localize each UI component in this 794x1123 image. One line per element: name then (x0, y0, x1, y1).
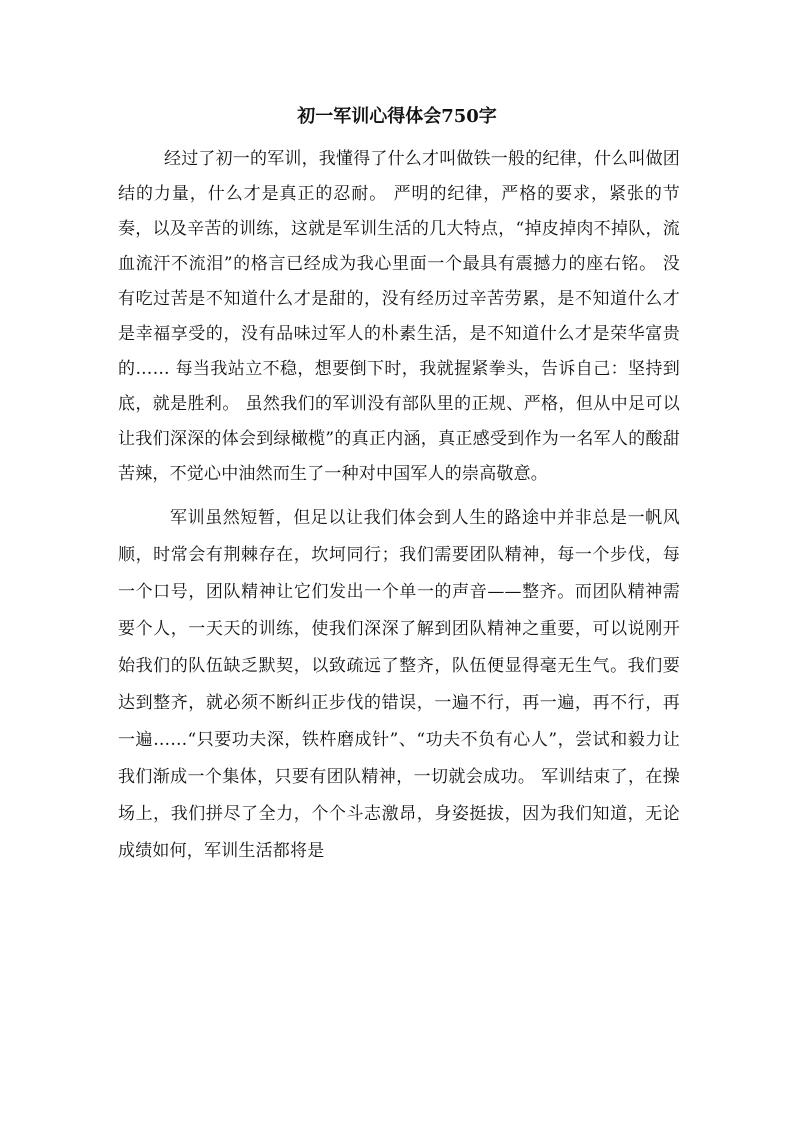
paragraph-1: 经过了初一的军训，我懂得了什么才叫做铁一般的纪律，什么叫做团结的力量，什么才是真正的忍耐。 严明的纪律，严格的要求，紧张的节奏，以及辛苦的训练，这就是军训生活的几大特点，“掉皮掉肉不掉队，流血流汗不流泪”的格言已经成为我心里面一个最具有震撼力的座右铭。 没有吃过苦是不知道什么才是甜的，没有经历过辛苦劳累，是不知道什么才是幸福享受的，没有品味过军人的朴素生活，是不知道什么才是荣华富贵的…… 每当我站立不稳，想要倒下时，我就握紧拳头，告诉自己：坚持到底，就是胜利。 虽然我们的军训没有部队里的正规、严格，但从中足可以让我们深深的体会到绿橄榄”的真正内涵，真正感受到作为一名军人的酸甜苦辣，不觉心中油然而生了一种对中国军人的崇高敬意。 (118, 149, 680, 484)
document-body (118, 142, 680, 870)
document-title: 初一军训心得体会750字 (297, 106, 497, 127)
paragraph-2: 军训虽然短暂，但足以让我们体会到人生的路途中并非总是一帆风顺，时常会有荆棘存在，坎坷同行；我们需要团队精神，每一个步伐，每一个口号，团队精神让它们发出一个单一的声音——整齐。而团队精神需要个人，一天天的训练，使我们深深了解到团队精神之重要，可以说刚开始我们的队伍缺乏默契，以致疏远了整齐，队伍便显得毫无生气。我们要达到整齐，就必须不断纠正步伐的错误，一遍不行，再一遍，再不行，再一遍……“只要功夫深，铁杵磨成针”、“功夫不负有心人”，尝试和毅力让我们渐成一个集体，只要有团队精神，一切就会成功。 军训结束了，在操场上，我们拼尽了全力，个个斗志激昂，身姿挺拔，因为我们知道，无论成绩如何，军训生活都将是 (118, 508, 680, 861)
